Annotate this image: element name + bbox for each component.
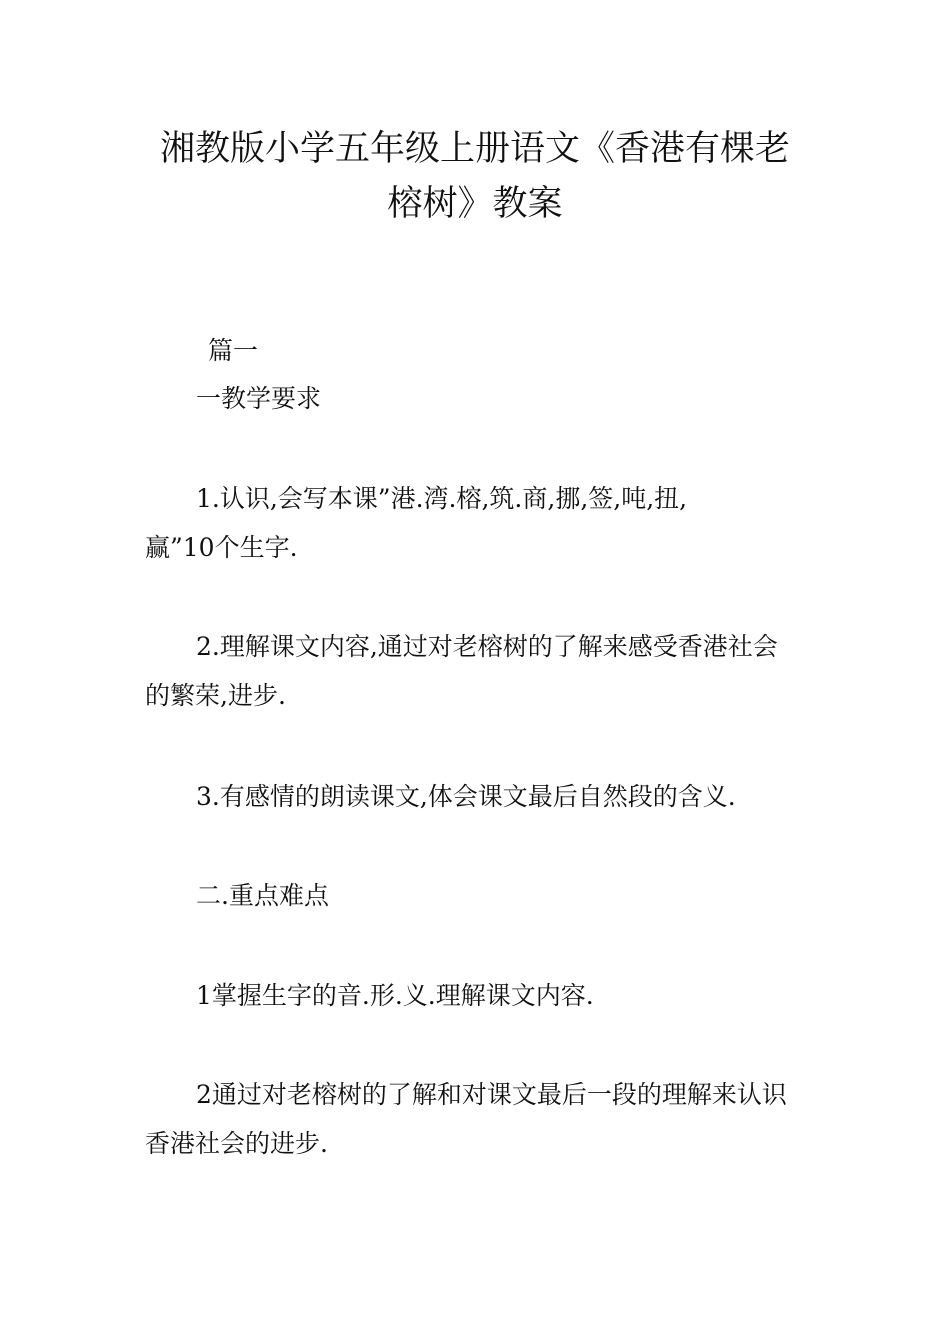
heading-teaching-requirements: 一教学要求	[196, 384, 322, 413]
requirement-1-line-1: 1.认识,会写本课”港.湾.榕,筑.商,挪,签,吨,扭,	[196, 484, 688, 513]
document-title	[140, 122, 810, 232]
title-line-1: 湘教版小学五年级上册语文《香港有棵老	[159, 129, 790, 169]
requirement-3-line-1: 3.有感情的朗读课文,体会课文最后自然段的含义.	[196, 782, 736, 811]
requirement-item-2	[145, 622, 810, 720]
key-point-2-line-1: 2通过对老榕树的了解和对课文最后一段的理解来认识	[196, 1080, 787, 1109]
requirement-1-line-2: 赢”10个生字.	[145, 533, 298, 562]
requirement-item-1	[145, 474, 810, 572]
requirement-2-line-1: 2.理解课文内容,通过对老榕树的了解来感受香港社会	[196, 632, 778, 661]
key-point-item-1	[145, 971, 810, 1020]
section-label: 篇一	[208, 336, 259, 365]
key-point-2-line-2: 香港社会的进步.	[145, 1129, 328, 1158]
heading-key-points: 二.重点难点	[196, 881, 329, 910]
requirement-2-line-2: 的繁荣,进步.	[145, 681, 286, 710]
requirement-item-3	[145, 772, 810, 821]
key-point-1-line-1: 1掌握生字的音.形.义.理解课文内容.	[196, 981, 594, 1010]
key-point-item-2	[145, 1070, 810, 1168]
title-line-2: 榕树》教案	[387, 184, 563, 224]
